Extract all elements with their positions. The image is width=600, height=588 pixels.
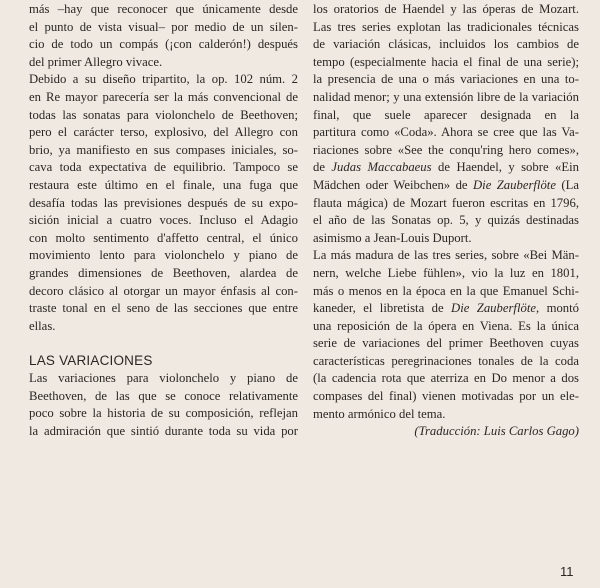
- text-line: traste tonal en el seno de las secciones que entre: [29, 301, 298, 316]
- text-line: el punto de vista visual– por medio de un silen-: [29, 19, 298, 34]
- text-line: con molto sentimento d'affetto central, el único: [29, 230, 298, 245]
- text-line: una reposición de la ópera en Viena. Es la única: [313, 318, 579, 333]
- text-line: de Judas Maccabaeus de Haendel, y sobre «Ein: [313, 160, 579, 175]
- text-line: desafía todas las previsiones después de su expo-: [29, 195, 298, 210]
- text-line: mento armónico del tema.: [313, 406, 446, 421]
- right-column: [313, 0, 579, 441]
- text-line: pero el carácter terso, explosivo, del Allegro con: [29, 125, 298, 140]
- text-line: sición inicial a cuatro voces. Incluso el Adagio: [29, 213, 298, 228]
- text-line: movimiento lento para violonchelo y piano de: [29, 248, 298, 263]
- section-gap: [29, 335, 298, 351]
- text-line: características peregrinaciones tonales de la coda: [313, 353, 579, 368]
- text-line: decoro clásico al otorgar un mayor énfasis al con-: [29, 283, 298, 298]
- text-line: los oratorios de Haendel y las óperas de Mozart.: [313, 2, 579, 16]
- text-line: riaciones sobre «See the conqu'ring hero comes»,: [313, 142, 579, 157]
- text-line: restaura este último en el finale, una fuga que: [29, 177, 298, 192]
- text-line: Mädchen oder Weibchen» de Die Zauberflöte (La: [313, 177, 580, 192]
- text-line: La más madura de las tres series, sobre «Bei Män-: [313, 248, 579, 263]
- translation-credit: (Traducción: Luis Carlos Gago): [414, 424, 579, 439]
- text-line: partitura como «Coda». Ahora se cree que las Va-: [313, 125, 579, 140]
- page-number: 11: [560, 564, 574, 579]
- text-line: nern, welche Liebe fühlen», vio la luz en 1801,: [313, 265, 579, 280]
- text-line: grandes dimensiones de Beethoven, alardea de: [29, 265, 298, 280]
- text-line: serie de variaciones del primer Beethoven cuyas: [313, 336, 579, 351]
- text-line: flauta mágica) de Mozart fueron escritas en 1796,: [313, 195, 579, 210]
- text-line: la presencia de una o más variaciones en una to-: [313, 72, 579, 87]
- text-line: brio, ya manifiesto en sus compases iniciales, so-: [29, 142, 298, 157]
- text-line: todas las sonatas para violonchelo de Beethoven;: [29, 107, 298, 122]
- text-line: kaneder, el libretista de Die Zauberflöte, montó: [313, 301, 580, 316]
- text-line: el año de las Sonatas op. 5, y quizás destinadas: [313, 213, 579, 228]
- text-line: compases del final) vienen motivadas por un ele-: [313, 389, 579, 404]
- text-line: asimismo a Jean-Louis Duport.: [313, 230, 472, 245]
- text-line: del primer Allegro vivace.: [29, 54, 163, 69]
- text-line: final, que suele aparecer designada en la: [313, 107, 579, 122]
- text-line: Las tres series explotan las tradicionales técnicas: [313, 19, 579, 34]
- text-line: Beethoven, de las que se conoce relativamente: [29, 388, 298, 403]
- left-column: [29, 0, 298, 441]
- text-line: en Re mayor parecería ser la más convencional de: [29, 89, 298, 104]
- text-line: cio de todo un compás (¡con calderón!) después: [29, 37, 298, 52]
- text-line: más –hay que reconocer que únicamente desde: [29, 2, 298, 16]
- text-line: poco sobre la historia de su composición, reflejan: [29, 406, 298, 421]
- text-line: cava toda expectativa de equilibrio. Tampoco se: [29, 160, 298, 175]
- text-line: nalidad menor; y una extensión libre de la variación: [313, 89, 579, 104]
- text-line: de variación clásicas, incluidos los cambios de: [313, 37, 579, 52]
- text-line: la admiración que sintió durante toda su vida por: [29, 424, 298, 439]
- text-line: tempo (especialmente hacia el final de una serie);: [313, 54, 579, 69]
- text-line: más o menos en la época en la que Emanuel Schi-: [313, 283, 579, 298]
- text-line: (la cadencia rota que aterriza en Do menor a dos: [313, 371, 579, 386]
- text-line: Las variaciones para violonchelo y piano de: [29, 371, 298, 386]
- section-heading: LAS VARIACIONES: [29, 353, 153, 369]
- text-line: ellas.: [29, 318, 56, 333]
- text-line: Debido a su diseño tripartito, la op. 102 núm. 2: [29, 72, 298, 87]
